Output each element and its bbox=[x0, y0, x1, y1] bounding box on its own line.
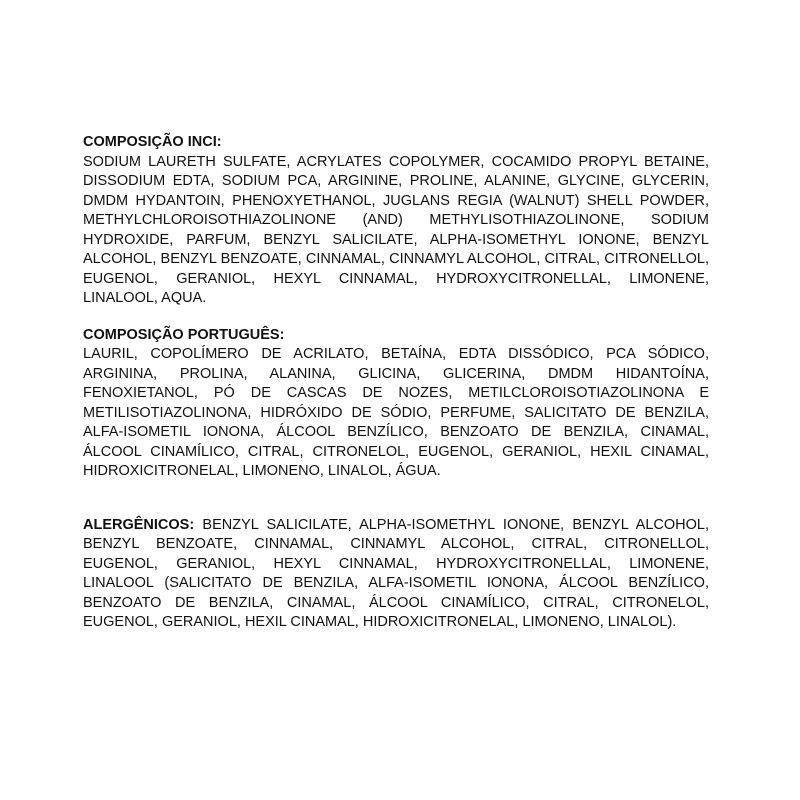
alergenicos-title: ALERGÊNICOS: bbox=[83, 516, 195, 533]
section-spacer bbox=[83, 309, 709, 326]
alergenicos-text: BENZYL SALICILATE, ALPHA-ISOMETHYL IONONE, BENZYL ALCOHOL, BENZYL BENZOATE, CINNAMAL, CINNAMYL ALCOHOL, CITRAL, CITRONELLOL, EUGENOL, GERANIOL, HEXYL CINNAMAL, HYDROXYCITRONELLAL, LIMONENE, LINALOOL (SALICITATO DE BENZILA, ALFA-ISOMETIL IONONA, ÁLCOOL BENZÍLICO, BENZOATO DE BENZILA, CINAMAL, ÁLCOOL CINAMÍLICO, CITRAL, CITRONELOL, EUGENOL, GERANIOL, HEXIL CINAMAL, HIDROXICITRONELAL, LIMONENO, LINALOL). bbox=[83, 516, 709, 630]
inci-text: SODIUM LAURETH SULFATE, ACRYLATES COPOLYMER, COCAMIDO PROPYL BETAINE, DISSODIUM EDTA, SODIUM PCA, ARGININE, PROLINE, ALANINE, GLYCINE, GLYCERIN, DMDM HYDANTOIN, PHENOXYETHANOL, JUGLANS REGIA (WALNUT) SHELL POWDER, METHYLCHLOROISOTHIAZOLINONE (AND) METHYLISOTHIAZOLINONE, SODIUM HYDROXIDE, PARFUM, BENZYL SALICILATE, ALPHA-ISOMETHYL IONONE, BENZYL ALCOHOL, BENZYL BENZOATE, CINNAMAL, CINNAMYL ALCOHOL, CITRAL, CITRONELLOL, EUGENOL, GERANIOL, HEXYL CINNAMAL, HYDROXYCITRONELLAL, LIMONENE, LINALOOL, AQUA. bbox=[83, 153, 709, 306]
alergenicos-paragraph bbox=[83, 516, 709, 633]
portugues-title: COMPOSIÇÃO PORTUGUÊS: bbox=[83, 326, 285, 343]
ingredients-document bbox=[83, 133, 709, 633]
inci-title: COMPOSIÇÃO INCI: bbox=[83, 134, 222, 150]
portugues-text: LAURIL, COPOLÍMERO DE ACRILATO, BETAÍNA, EDTA DISSÓDICO, PCA SÓDICO, ARGININA, PROLINA, ALANINA, GLICINA, GLICERINA, DMDM HIDANTOÍNA, FENOXIETANOL, PÓ DE CASCAS DE NOZES, METILCLOROISOTIAZOLINONA E METILISOTIAZOLINONA, HIDRÓXIDO DE SÓDIO, PERFUME, SALICITATO DE BENZILA, ALFA-ISOMETIL IONONA, ÁLCOOL BENZÍLICO, BENZOATO DE BENZILA, CINAMAL, ÁLCOOL CINAMÍLICO, CITRAL, CITRONELOL, EUGENOL, GERANIOL, HEXIL CINAMAL, HIDROXICITRONELAL, LIMONENO, LINALOL, ÁGUA. bbox=[83, 346, 709, 479]
section-spacer bbox=[83, 482, 709, 516]
